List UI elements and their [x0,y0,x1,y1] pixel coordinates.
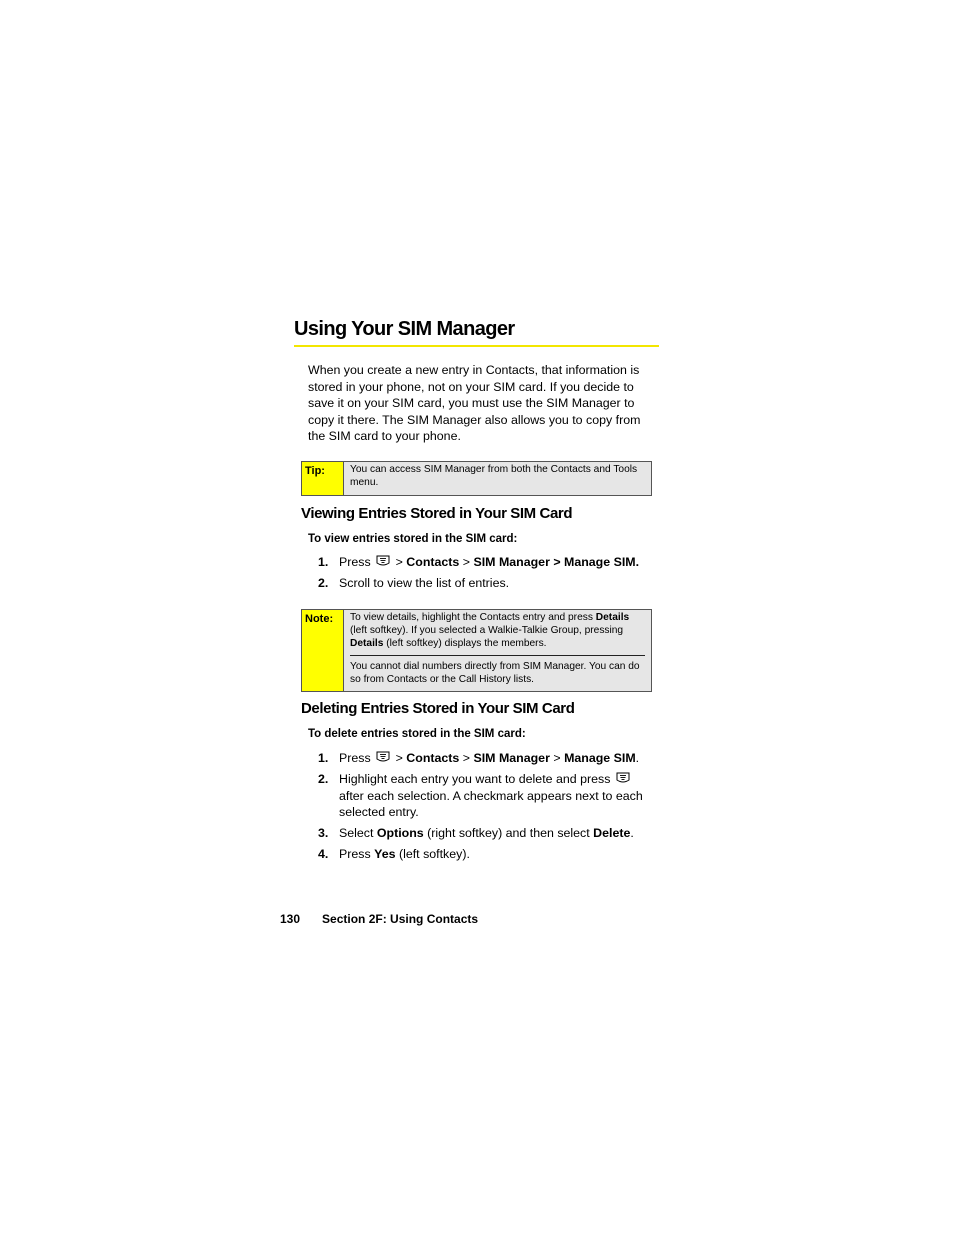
section-heading-deleting: Deleting Entries Stored in Your SIM Card [301,700,575,717]
list-item: 4. Press Yes (left softkey). [318,847,470,861]
lead-in-viewing: To view entries stored in the SIM card: [308,533,518,545]
list-item: 1. Press > Contacts > SIM Manager > Manage SIM. [318,751,640,765]
list-item: 1. Press > Contacts > SIM Manager > Manage SIM. [318,555,640,569]
section-label: Section 2F: Using Contacts [322,912,479,926]
page-footer [280,912,478,926]
page-number: 130 [280,912,301,926]
steps-deleting [318,750,658,867]
menu-key-icon [376,555,390,567]
section-heading-viewing: Viewing Entries Stored in Your SIM Card [301,505,573,522]
menu-key-icon [376,751,390,763]
menu-path-contacts: Contacts [406,751,460,765]
menu-path-sim: SIM Manager [473,751,550,765]
tip-text: You can access SIM Manager from both the Contacts and Tools menu. [350,464,638,489]
menu-path-sim: SIM Manager > Manage SIM. [473,555,640,569]
option-delete: Delete [593,826,631,840]
list-item: 3. Select Options (right softkey) and then select Delete. [318,826,634,840]
softkey-yes: Yes [374,847,396,861]
lead-in-deleting: To delete entries stored in the SIM card: [308,728,526,740]
note-paragraph: To view details, highlight the Contacts entry and press Details (left softkey). If you selected a Walkie-Talkie Group, pressing Details (left softkey) displays the members. [350,612,630,650]
page-title: Using Your SIM Manager [294,318,515,340]
list-item: 2. Highlight each entry you want to delete and press after each selection. A checkmark appears next to each selected entry. [318,772,643,819]
intro-paragraph: When you create a new entry in Contacts, that information is stored in your phone, not on your SIM card. If you decide to save it on your SIM card, you must use the SIM Manager to copy it there. The SIM Manager also allows you to copy from the SIM card to your phone. [308,363,641,443]
menu-path-manage: Manage SIM [564,751,636,765]
steps-viewing [318,554,658,596]
note-body [344,610,651,691]
tip-label: Tip: [302,462,344,495]
tip-body [344,462,651,495]
menu-key-icon [616,772,630,784]
note-paragraph: You cannot dial numbers directly from SIM Manager. You can do so from Contacts or the Call History lists. [350,655,645,686]
title-rule [294,345,659,347]
note-label: Note: [302,610,344,691]
tip-callout [301,461,652,496]
menu-path-contacts: Contacts [406,555,460,569]
note-callout [301,609,652,692]
softkey-options: Options [376,826,424,840]
list-item: 2. Scroll to view the list of entries. [318,576,510,590]
